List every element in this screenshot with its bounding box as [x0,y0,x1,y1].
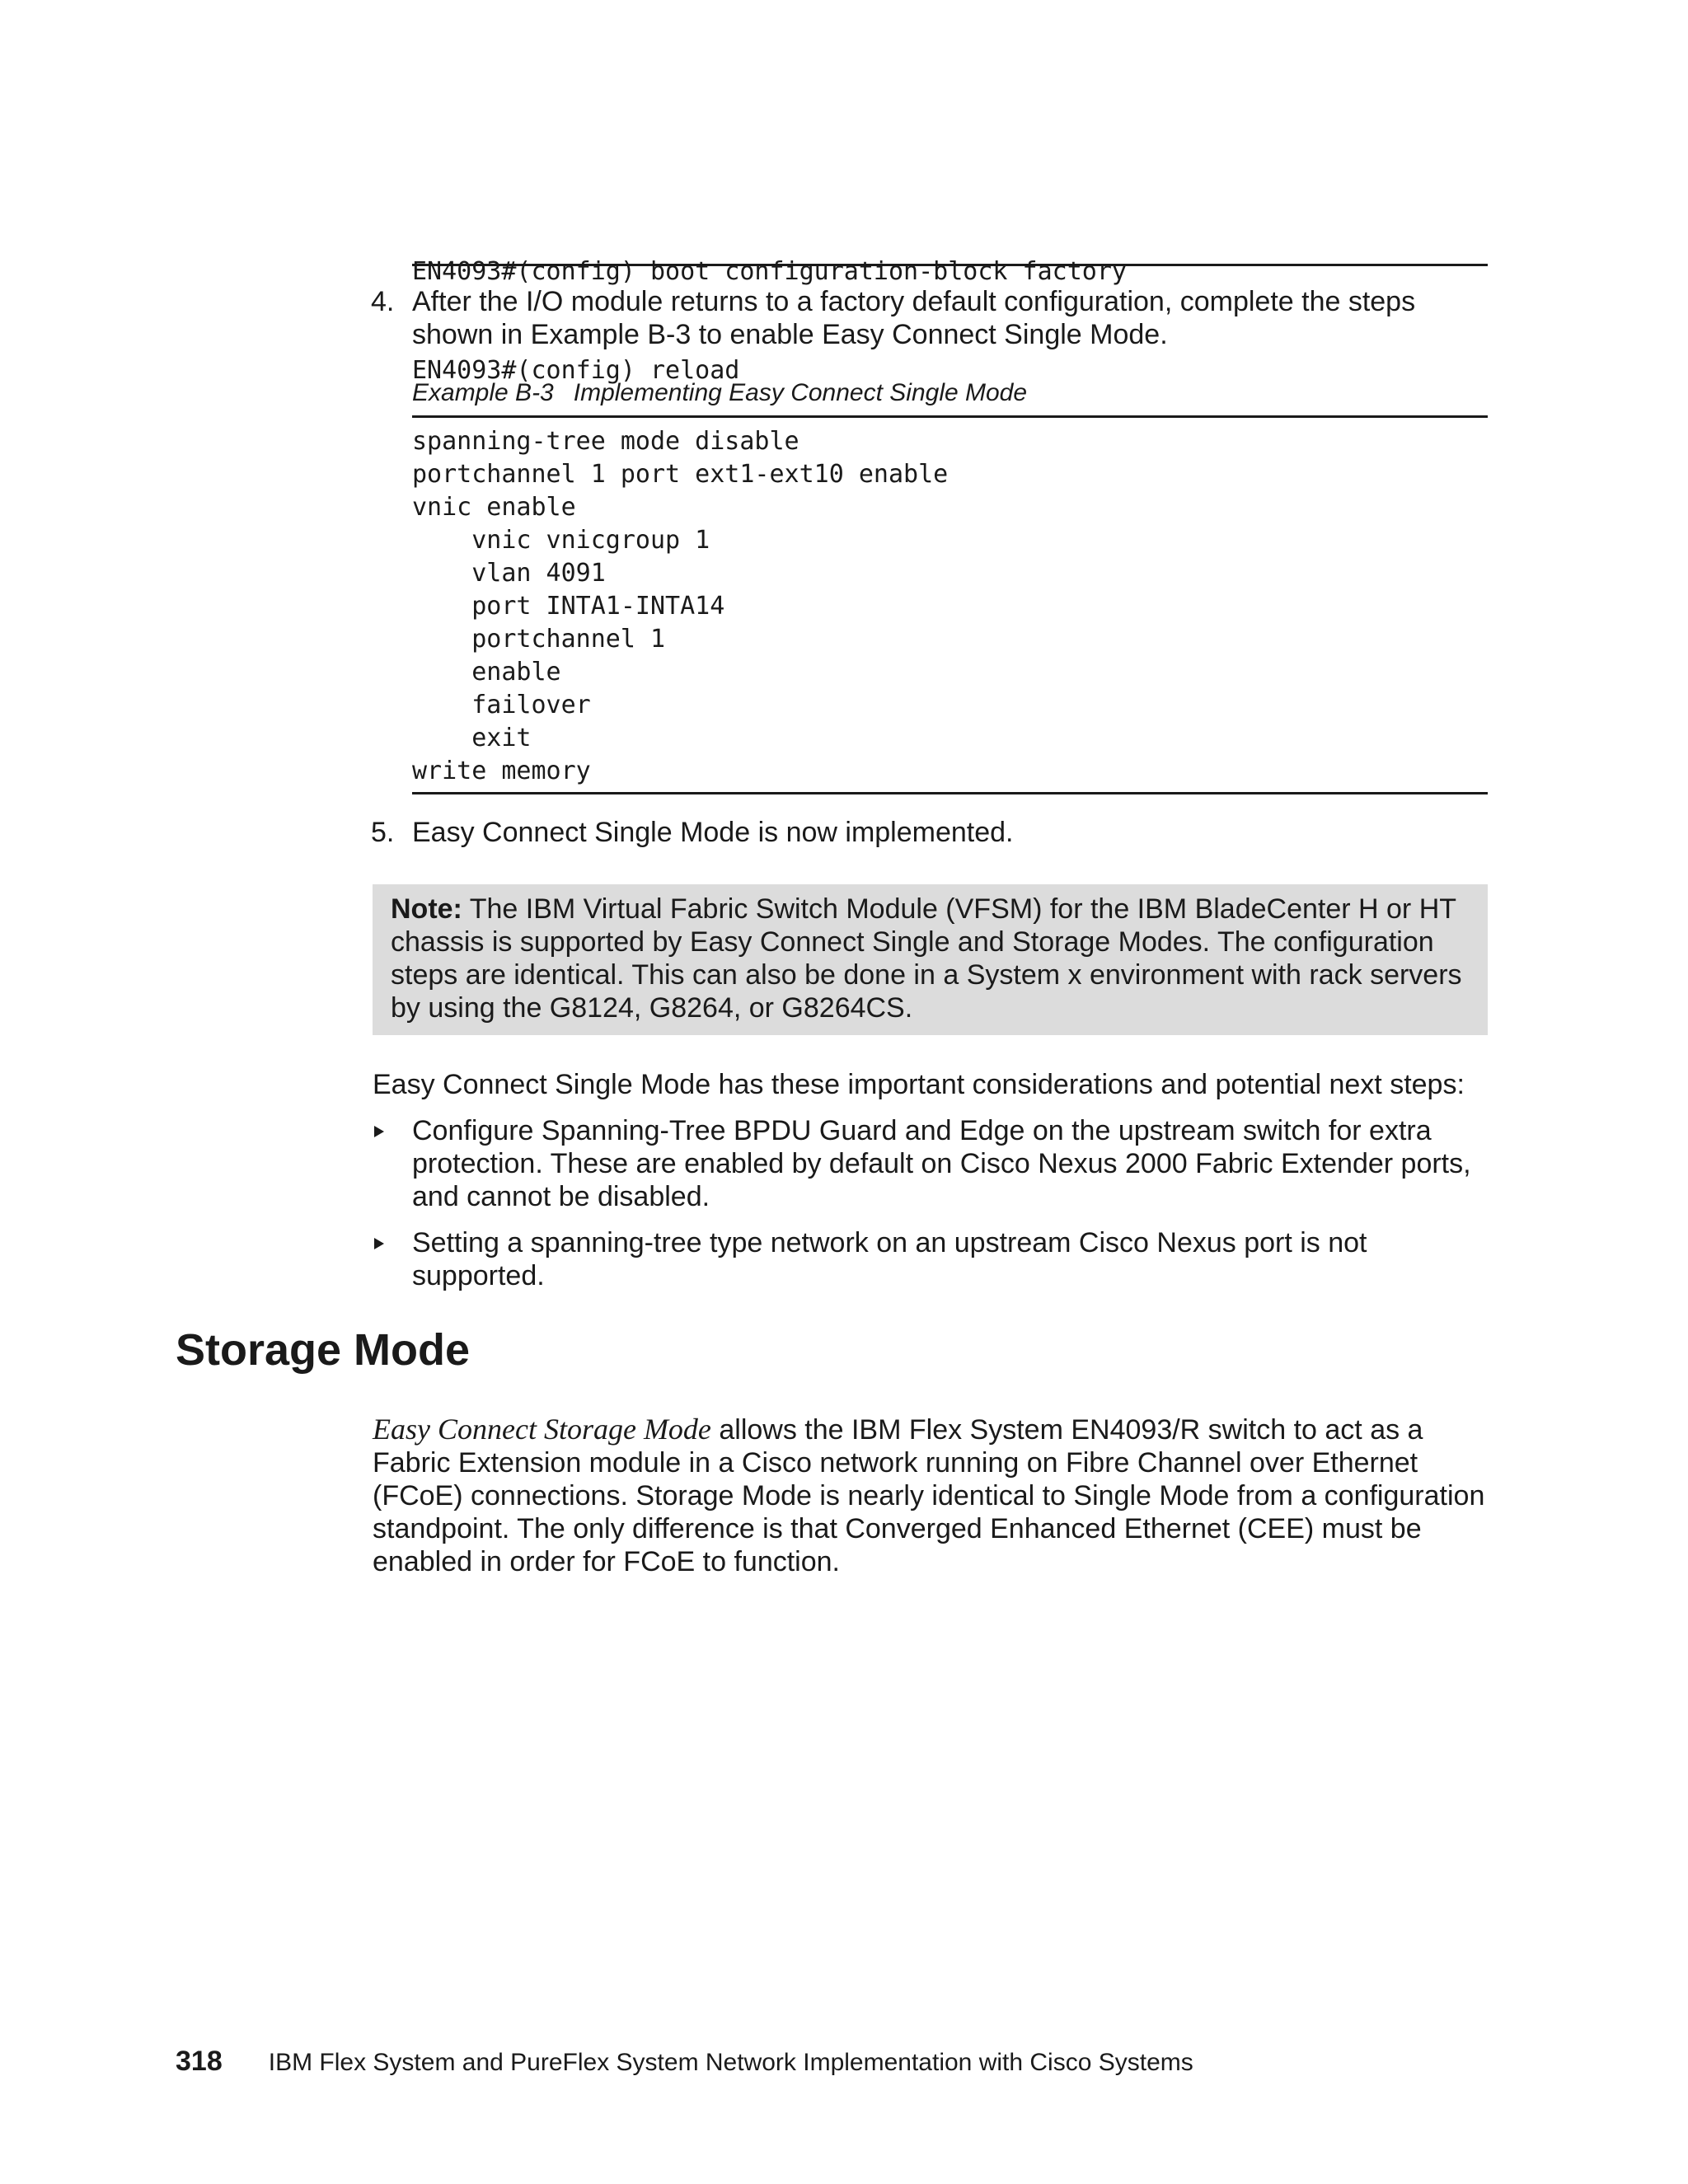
list-item-text: Setting a spanning-tree type network on an upstream Cisco Nexus port is not supported. [412,1227,1367,1291]
step-number: 4. [371,286,395,317]
example-code-block: spanning-tree mode disable portchannel 1 port ext1-ext10 enable vnic enable vnic vnicgroup 1 vlan 4091 port INTA1-INTA14 portchannel 1 enable failover exit write memory [412,427,949,785]
storage-mode-paragraph [373,1413,1493,1578]
step-text: Easy Connect Single Mode is now implemented. [412,817,1014,848]
list-item [373,1114,1493,1213]
step-4 [371,285,1488,351]
list-item [373,1226,1493,1292]
step-text: After the I/O module returns to a factory default configuration, complete the steps shown in Example B-3 to enable Easy Connect Single Mode. [412,286,1416,350]
step-5 [371,816,1488,849]
book-title: IBM Flex System and PureFlex System Network Implementation with Cisco Systems [268,2049,1193,2076]
bullet-triangle-icon [374,1126,384,1137]
code-line: EN4093#(config) reload [412,356,740,385]
page-footer [176,2046,1193,2078]
example-label: Example B-3 [412,379,554,406]
example-top-rule [412,415,1488,418]
example-bottom-rule [412,792,1488,794]
note-label: Note: [391,893,462,925]
note-body: The IBM Virtual Fabric Switch Module (VFSM) for the IBM BladeCenter H or HT chassis is supported by Easy Connect Single and Storage Modes. The configuration steps are identical. This can also be done in a System x environment with rack servers by using the G8124, G8264, or G8264CS. [391,893,1462,1024]
bullet-triangle-icon [374,1238,384,1249]
section-heading: Storage Mode [176,1325,471,1375]
example-caption [412,379,1027,407]
note-box [373,884,1488,1035]
storage-mode-text: allows the IBM Flex System EN4093/R switch to act as a Fabric Extension module in a Cisco network running on Fibre Channel over Ethernet (FCoE) connections. Storage Mode is nearly identical to Single Mode from a configuration standpoint. The only difference is that Converged Enhanced Ethernet (CEE) must be enabled in order for FCoE to function. [373,1414,1485,1577]
list-item-text: Configure Spanning-Tree BPDU Guard and Edge on the upstream switch for extra protection. These are enabled by default on Cisco Nexus 2000 Fabric Extender ports, and cannot be disabled. [412,1115,1471,1212]
code-line: EN4093#(config) boot configuration-block factory [412,257,1127,286]
emphasized-term: Easy Connect Storage Mode [373,1413,711,1446]
code-block-bottom-rule [412,264,1488,266]
step-number: 5. [371,817,395,848]
example-title: Implementing Easy Connect Single Mode [573,379,1028,406]
note-text [391,893,1470,1024]
considerations-intro: Easy Connect Single Mode has these important considerations and potential next steps: [373,1069,1465,1100]
page-number: 318 [176,2046,223,2077]
